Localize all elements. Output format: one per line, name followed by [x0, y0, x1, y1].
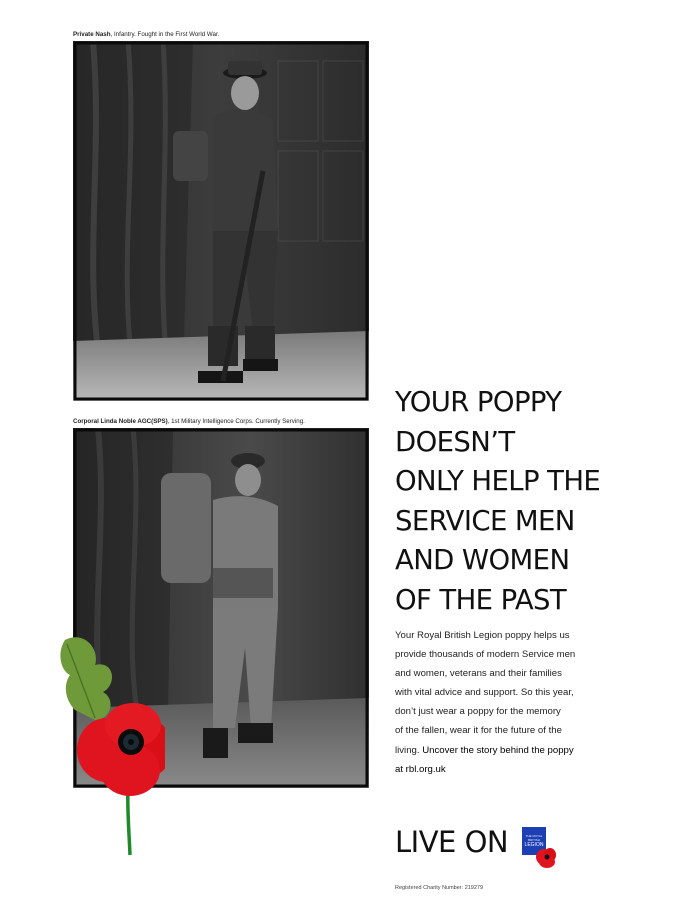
logo-small-text: THE ROYAL BRITISH [525, 834, 543, 842]
poppy-icon [55, 630, 165, 860]
body-line: Your Royal British Legion poppy helps us [395, 630, 570, 641]
caption-name: Corporal Linda Noble AGC(SPS) [73, 418, 168, 425]
logo-poppy-icon [535, 843, 557, 869]
body-copy [395, 626, 595, 779]
headline [395, 383, 670, 621]
website-link[interactable]: at rbl.org.uk [395, 763, 446, 775]
body-line: and women, veterans and their families [395, 668, 562, 680]
headline-line: AND WOMEN [395, 544, 570, 577]
photo-private-nash [73, 41, 369, 401]
body-line: provide thousands of modern Service men [395, 649, 576, 661]
charity-number: Registered Charity Number: 219279 [395, 885, 484, 891]
caption-text: , 1st Military Intelligence Corps. Currently Serving. [167, 418, 305, 425]
story-link[interactable]: Uncover the story behind the poppy [422, 744, 574, 756]
caption-name: Private Nash [73, 31, 111, 38]
body-text: living. [395, 744, 423, 756]
logo-main-text: LEGION [524, 842, 544, 848]
slogan: LIVE ON [395, 825, 509, 859]
headline-line: ONLY HELP THE [395, 465, 601, 498]
headline-line: DOESN’T [395, 425, 515, 458]
body-line [395, 741, 595, 760]
headline-line: YOUR POPPY [395, 386, 562, 418]
photo-caption-bottom [73, 418, 305, 425]
photo-caption-top [73, 31, 219, 38]
caption-text: , Infantry. Fought in the First World War. [110, 31, 220, 38]
body-line: with vital advice and support. So this year, [395, 687, 574, 699]
headline-line: OF THE PAST [395, 583, 567, 616]
body-line: of the fallen, wear it for the future of the [395, 725, 562, 737]
headline-line: SERVICE MEN [395, 504, 575, 537]
body-line: don’t just wear a poppy for the memory [395, 706, 561, 718]
